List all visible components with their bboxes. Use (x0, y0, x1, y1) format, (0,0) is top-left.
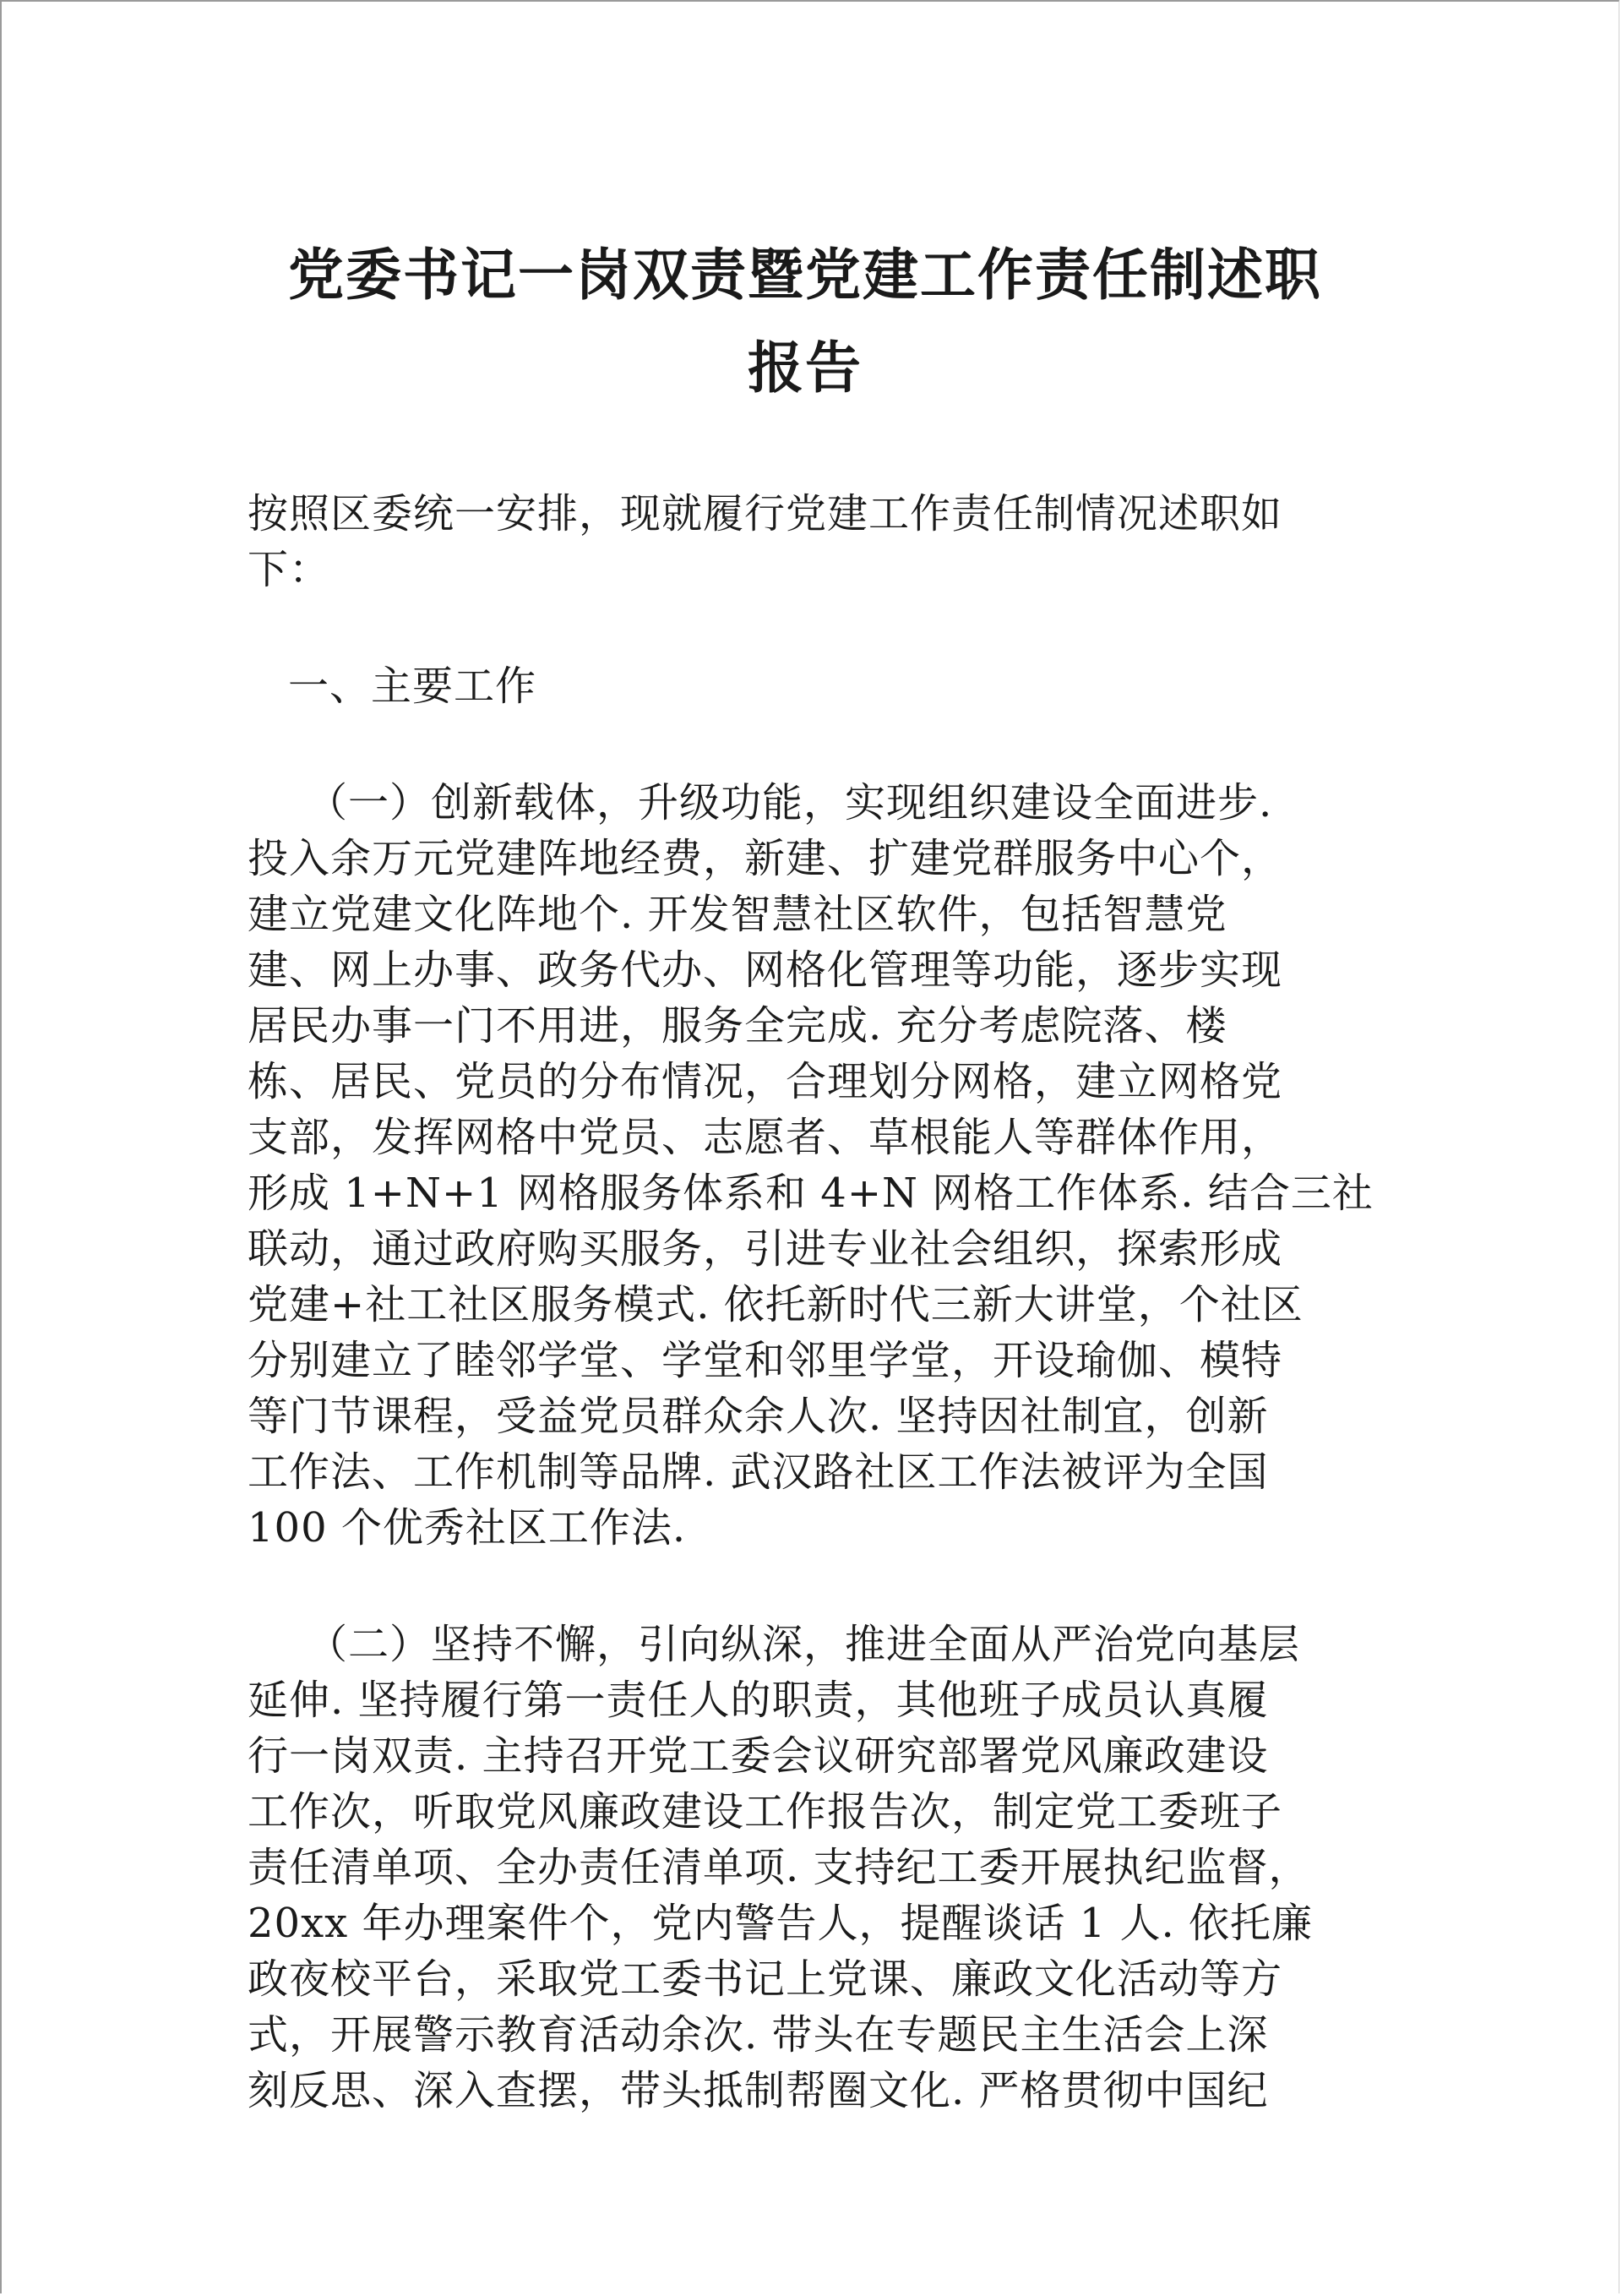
section-one-paragraph (248, 775, 1374, 1556)
paragraph-line: 居民办事一门不用进，服务全完成. 充分考虑院落、楼 (248, 1002, 1227, 1050)
paragraph-line: 式，开展警示教育活动余次. 带头在专题民主生活会上深 (248, 2011, 1269, 2059)
paragraph-line: 建立党建文化阵地个. 开发智慧社区软件，包括智慧党 (248, 891, 1227, 938)
document-title (248, 228, 1363, 414)
paragraph-line: 支部，发挥网格中党员、志愿者、草根能人等群体作用， (248, 1114, 1283, 1161)
paragraph-line: （二）坚持不懈，引向纵深，推进全面从严治党向基层 (307, 1621, 1301, 1668)
paragraph-line: 栋、居民、党员的分布情况，合理划分网格，建立网格党 (248, 1058, 1283, 1105)
paragraph-line: 等门节课程，受益党员群众余人次. 坚持因社制宜，创新 (248, 1393, 1269, 1440)
intro-line: 下： (248, 546, 331, 593)
paragraph-line: 党建+社工社区服务模式. 依托新时代三新大讲堂，个社区 (248, 1281, 1304, 1328)
paragraph-line: 工作法、工作机制等品牌. 武汉路社区工作法被评为全国 (248, 1448, 1269, 1496)
section-two-paragraph (248, 1617, 1363, 2119)
document-body (248, 228, 1374, 2119)
paragraph-line: 责任清单项、全办责任清单项. 支持纪工委开展执纪监督， (248, 1844, 1310, 1891)
title-line: 报告 (748, 335, 863, 401)
paragraph-line: 联动，通过政府购买服务，引进专业社会组织，探索形成 (248, 1225, 1283, 1273)
paragraph-line: 100 个优秀社区工作法. (248, 1504, 687, 1552)
paragraph-line: 工作次，听取党风廉政建设工作报告次，制定党工委班子 (248, 1788, 1283, 1835)
paragraph-line: 建、网上办事、政务代办、网格化管理等功能，逐步实现 (248, 946, 1283, 994)
paragraph-line: 刻反思、深入查摆，带头抵制帮圈文化. 严格贯彻中国纪 (248, 2067, 1269, 2114)
section-heading (248, 658, 1363, 714)
paragraph-line: 行一岗双责. 主持召开党工委会议研究部署党风廉政建设 (248, 1732, 1269, 1780)
paragraph-line: 形成 1+N+1 网格服务体系和 4+N 网格工作体系. 结合三社 (248, 1170, 1374, 1217)
section-heading-text: 一、主要工作 (288, 663, 537, 710)
paragraph-line: 政夜校平台，采取党工委书记上党课、廉政文化活动等方 (248, 1955, 1283, 2003)
paragraph-line: 分别建立了睦邻学堂、学堂和邻里学堂，开设瑜伽、模特 (248, 1337, 1283, 1384)
paragraph-line: 投入余万元党建阵地经费，新建、扩建党群服务中心个， (248, 835, 1283, 882)
paragraph-line: 20xx 年办理案件个，党内警告人，提醒谈话 1 人. 依托廉 (248, 1900, 1314, 1947)
paragraph-line: （一）创新载体，升级功能，实现组织建设全面进步. (307, 779, 1273, 826)
intro-paragraph (248, 486, 1363, 597)
title-line: 党委书记一岗双责暨党建工作责任制述职 (288, 242, 1322, 308)
paragraph-line: 延伸. 坚持履行第一责任人的职责，其他班子成员认真履 (248, 1677, 1269, 1724)
intro-line: 按照区委统一安排，现就履行党建工作责任制情况述职如 (248, 490, 1283, 537)
